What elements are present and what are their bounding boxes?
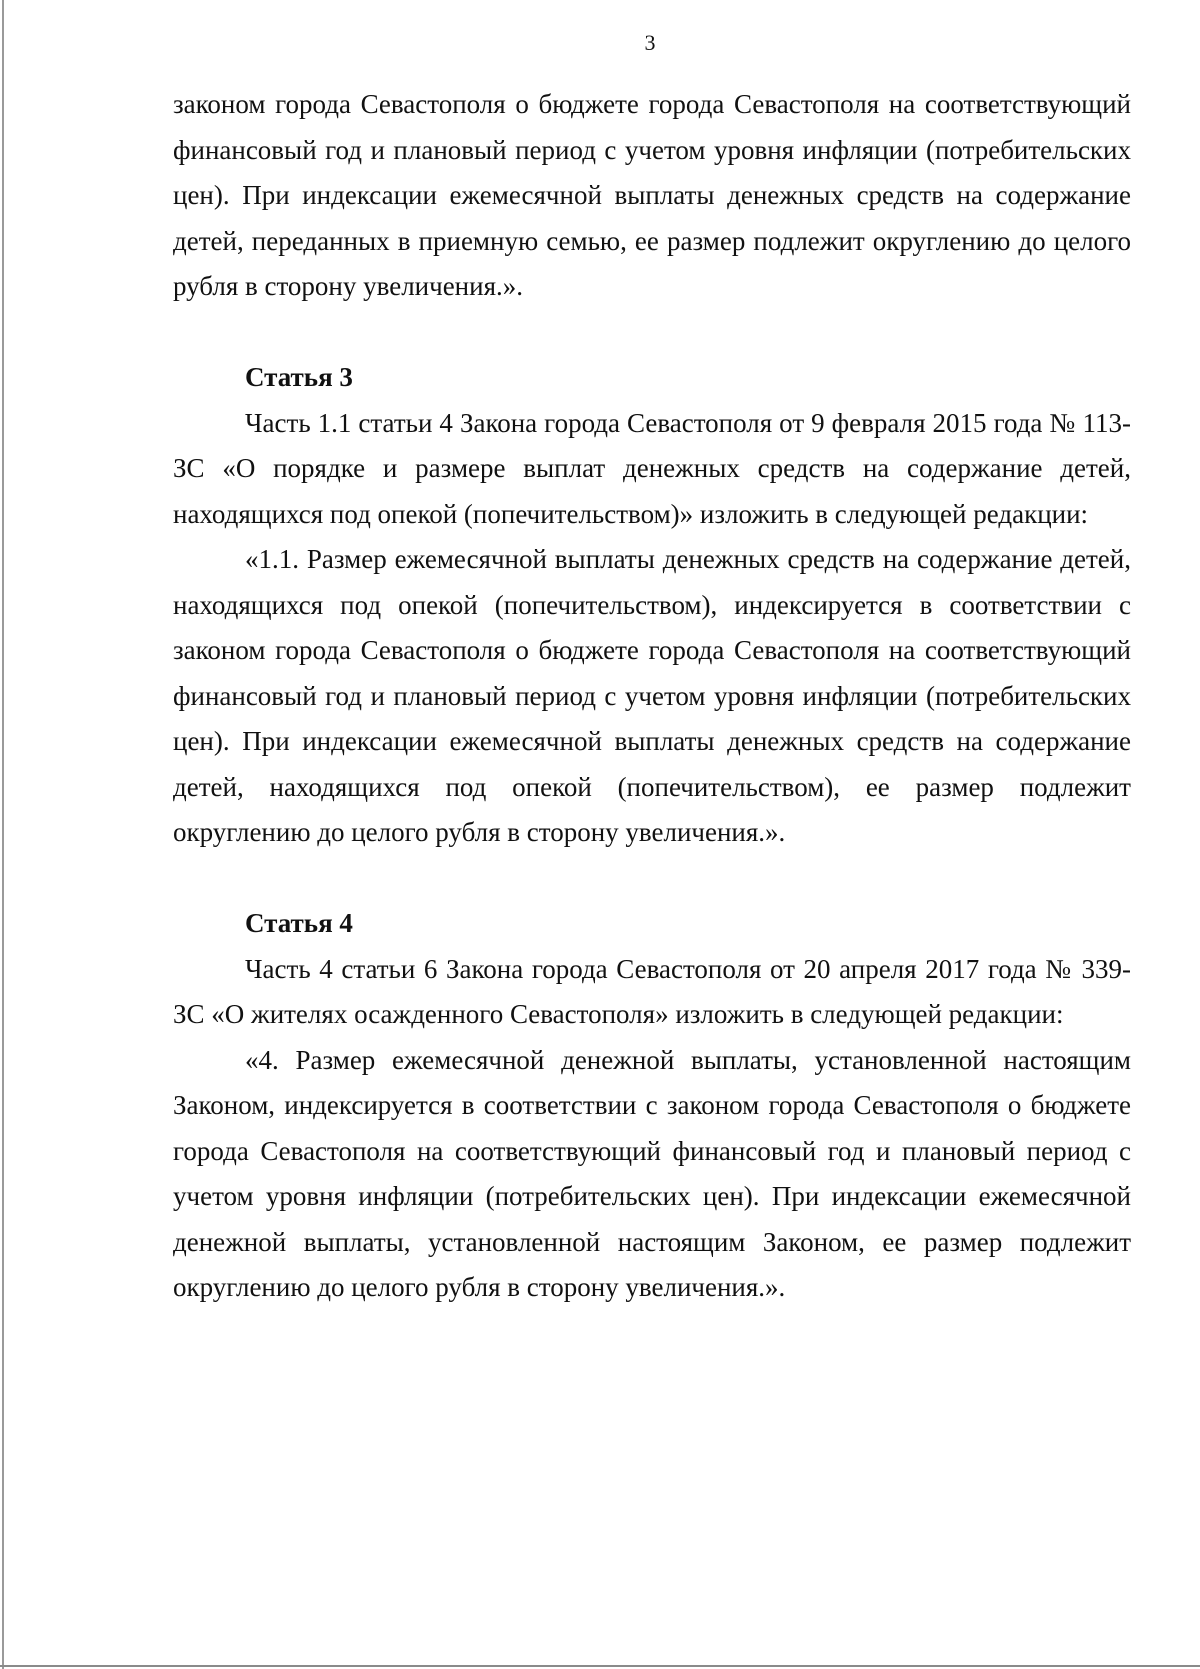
article-3-intro: Часть 1.1 статьи 4 Закона города Севастополя от 9 февраля 2015 года № 113-ЗС «О порядке и размере выплат денежных средств на содержание детей, находящихся под опекой (попечительством)» изложить в следующей редакции:: [173, 407, 1131, 529]
article-4-intro: Часть 4 статьи 6 Закона города Севастополя от 20 апреля 2017 года № 339-ЗС «О жителях осажденного Севастополя» изложить в следующей редакции:: [173, 953, 1131, 1029]
scan-edge-bottom: [0, 1665, 1200, 1667]
article-3-text: «1.1. Размер ежемесячной выплаты денежных средств на содержание детей, находящихся под опекой (попечительством), индексируется в соответствии с законом города Севастополя о бюджете города Севастополя на соответствующий финансовый год и плановый период с учетом уровня инфляции (потребительских цен). При индексации ежемесячной выплаты денежных средств на содержание детей, находящихся под опекой (попечительством), ее размер подлежит округлению до целого рубля в сторону увеличения.».: [173, 544, 1131, 847]
spacer: [173, 856, 1131, 902]
spacer: [173, 310, 1131, 356]
scan-edge-left: [2, 0, 4, 1669]
paragraph-continuation: законом города Севастополя о бюджете города Севастополя на соответствующий финансовый год и плановый период с учетом уровня инфляции (потребительских цен). При индексации ежемесячной выплаты денежных средств на содержание детей, переданных в приемную семью, ее размер подлежит округлению до целого рубля в сторону увеличения.».: [173, 89, 1131, 301]
document-body: [173, 82, 1131, 1311]
article-4-heading: Статья 4: [245, 908, 353, 938]
page-number: 3: [644, 30, 656, 55]
article-4-text: «4. Размер ежемесячной денежной выплаты, установленной настоящим Законом, индексируется в соответствии с законом города Севастополя о бюджете города Севастополя на соответствующий финансовый год и плановый период с учетом уровня инфляции (потребительских цен). При индексации ежемесячной денежной выплаты, установленной настоящим Законом, ее размер подлежит округлению до целого рубля в сторону увеличения.».: [173, 1044, 1131, 1302]
article-3-heading: Статья 3: [245, 362, 353, 392]
